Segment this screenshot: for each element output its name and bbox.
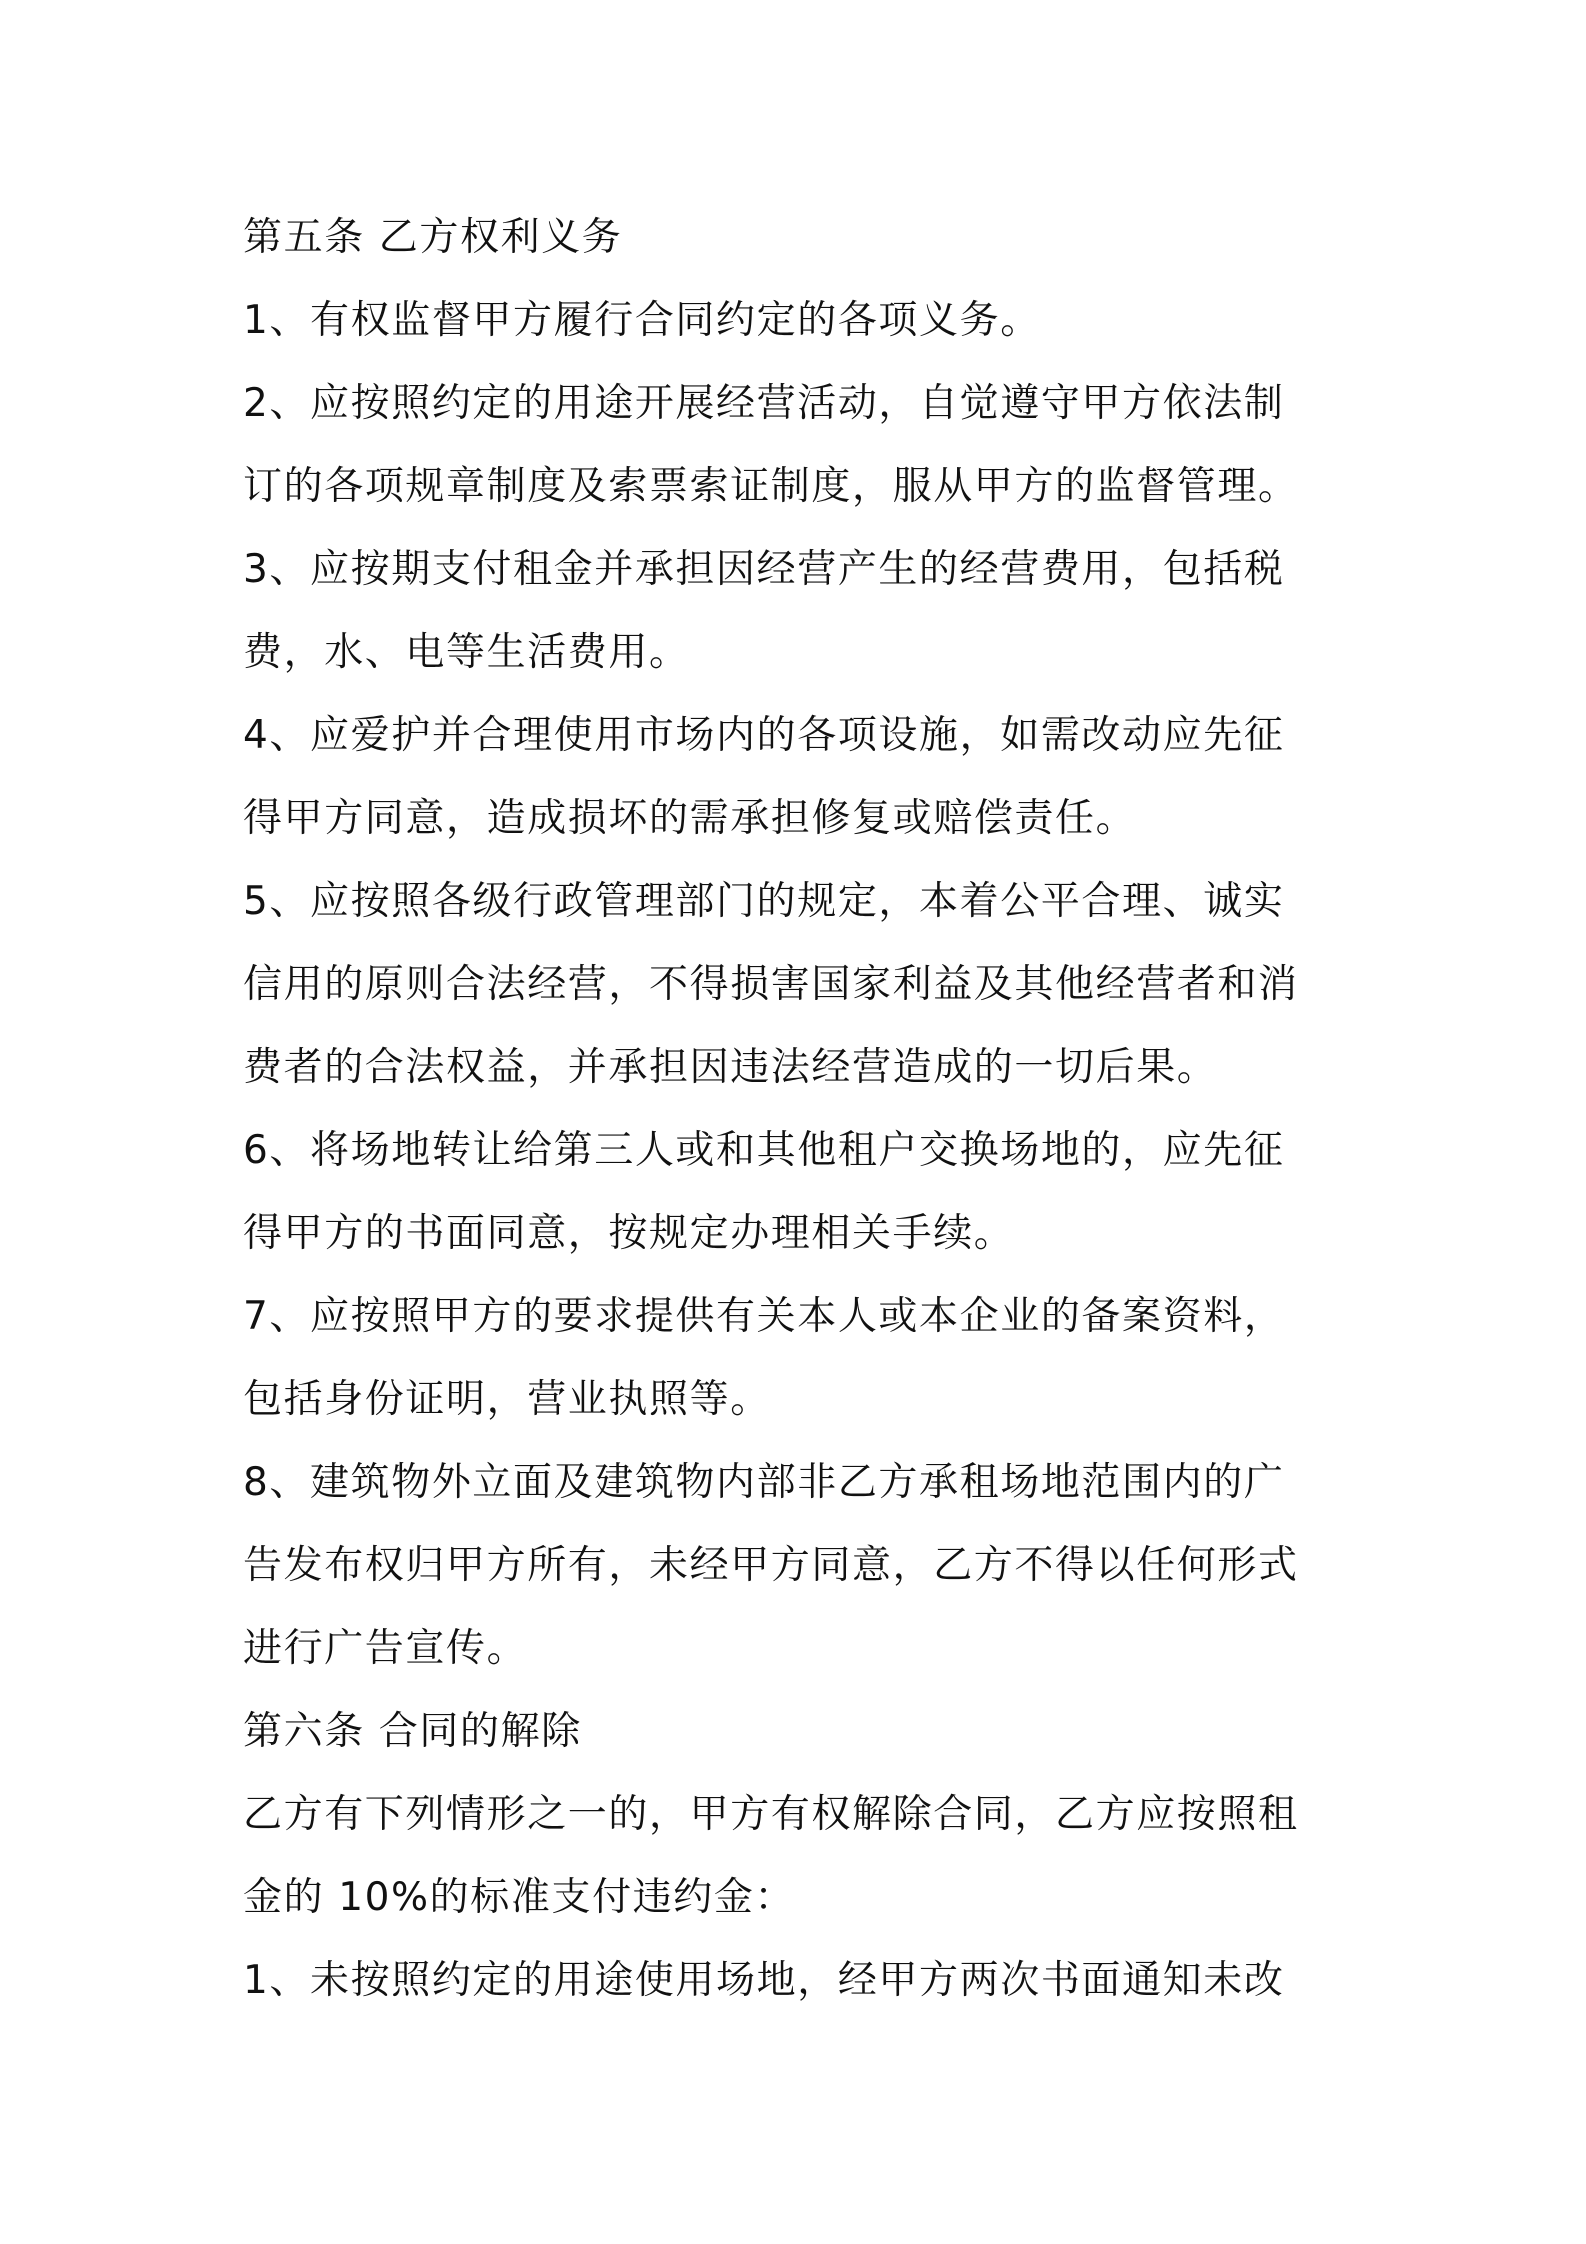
article-5-item-6-line-2: 得甲方的书面同意，按规定办理相关手续。	[243, 1211, 1015, 1256]
article-5-item-8-line-1: 8、建筑物外立面及建筑物内部非乙方承租场地范围内的广	[243, 1460, 1285, 1505]
section-heading-article-6: 第六条 合同的解除	[243, 1709, 582, 1754]
article-5-item-7-line-1: 7、应按照甲方的要求提供有关本人或本企业的备案资料，	[243, 1294, 1285, 1339]
article-6-intro-line-2: 金的 10%的标准支付违约金：	[243, 1875, 796, 1920]
article-5-item-1: 1、有权监督甲方履行合同约定的各项义务。	[243, 298, 1041, 343]
article-5-item-8-line-3: 进行广告宣传。	[243, 1626, 528, 1671]
article-5-item-4-line-1: 4、应爱护并合理使用市场内的各项设施，如需改动应先征	[243, 713, 1285, 758]
article-5-item-5-line-2: 信用的原则合法经营，不得损害国家利益及其他经营者和消	[243, 962, 1299, 1007]
section-heading-article-5: 第五条 乙方权利义务	[243, 215, 623, 260]
article-6-intro-line-1: 乙方有下列情形之一的，甲方有权解除合同，乙方应按照租	[243, 1792, 1299, 1837]
article-5-item-3-line-1: 3、应按期支付租金并承担因经营产生的经营费用，包括税	[243, 547, 1285, 592]
article-5-item-2-line-2: 订的各项规章制度及索票索证制度，服从甲方的监督管理。	[243, 464, 1299, 509]
article-5-item-5-line-3: 费者的合法权益，并承担因违法经营造成的一切后果。	[243, 1045, 1218, 1090]
article-6-item-1-line-1: 1、未按照约定的用途使用场地，经甲方两次书面通知未改	[243, 1958, 1285, 2003]
document-body	[243, 196, 1353, 2022]
article-5-item-5-line-1: 5、应按照各级行政管理部门的规定，本着公平合理、诚实	[243, 879, 1285, 924]
article-5-item-8-line-2: 告发布权归甲方所有，未经甲方同意，乙方不得以任何形式	[243, 1543, 1299, 1588]
article-5-item-2-line-1: 2、应按照约定的用途开展经营活动，自觉遵守甲方依法制	[243, 381, 1285, 426]
article-5-item-7-line-2: 包括身份证明，营业执照等。	[243, 1377, 771, 1422]
article-5-item-3-line-2: 费，水、电等生活费用。	[243, 630, 690, 675]
article-5-item-6-line-1: 6、将场地转让给第三人或和其他租户交换场地的，应先征	[243, 1128, 1285, 1173]
article-5-item-4-line-2: 得甲方同意，造成损坏的需承担修复或赔偿责任。	[243, 796, 1137, 841]
